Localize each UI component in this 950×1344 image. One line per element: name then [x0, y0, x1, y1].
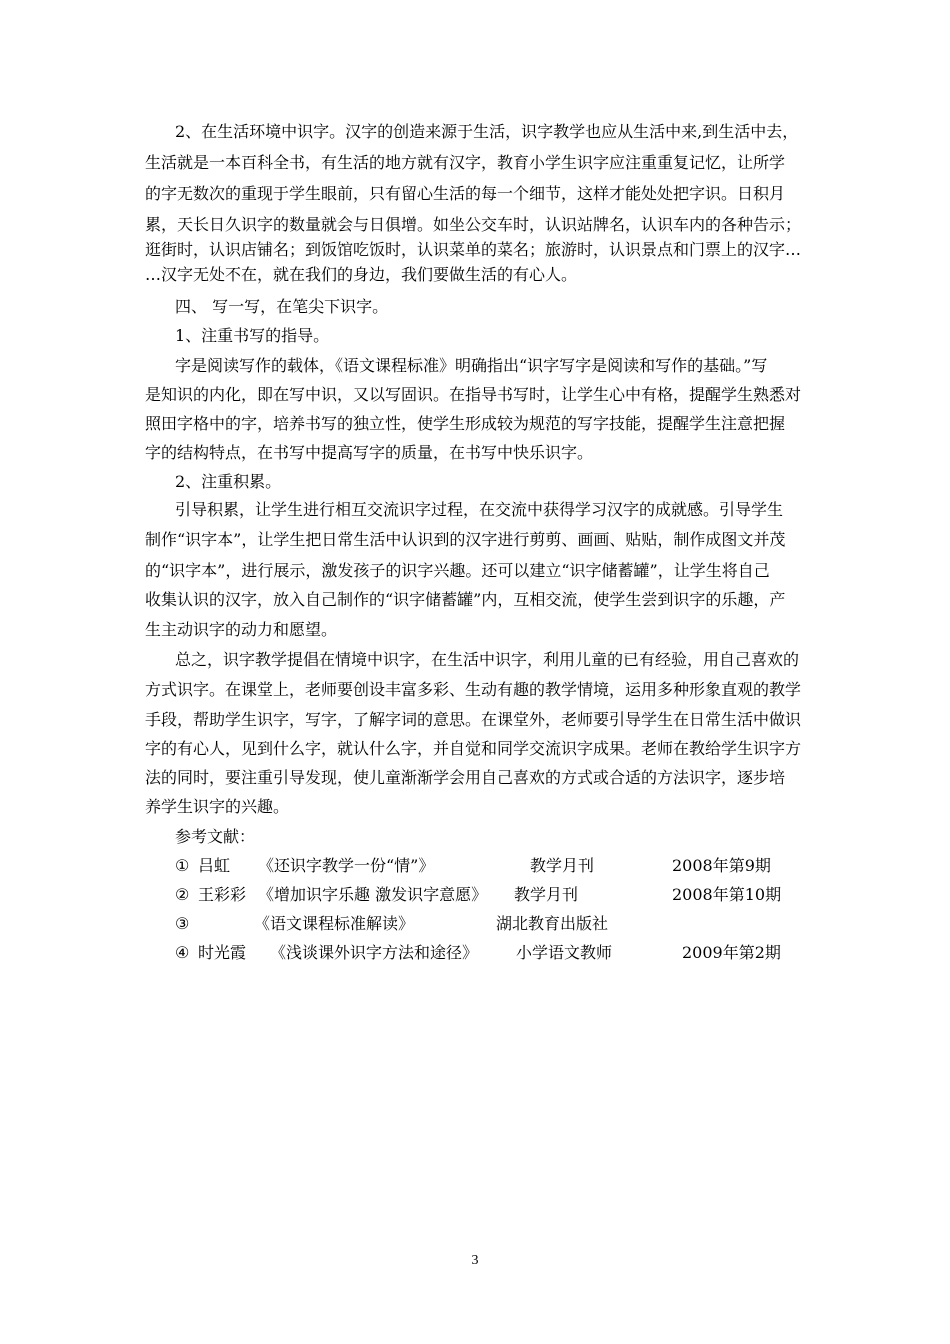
text-line: 是知识的内化，即在写中识，又以写固识。在指导书写时，让学生心中有格，提醒学生熟悉对 [145, 385, 802, 404]
text-line: 养学生识字的兴趣。 [145, 797, 290, 816]
reference-author: 时光霞 [198, 943, 247, 962]
reference-title: 《还识字教学一份“情”》 [258, 856, 435, 875]
reference-title: 《增加识字乐趣 激发识字意愿》 [258, 885, 488, 904]
reference-title: 《语文课程标准解读》 [254, 914, 415, 933]
text-line: 2、在生活环境中识字。汉字的创造来源于生活，识字教学也应从生活中来,到生活中去， [175, 122, 799, 141]
text-line: 的“识字本”，进行展示，激发孩子的识字兴趣。还可以建立“识字储蓄罐”，让学生将自己 [145, 561, 770, 580]
section-heading-4: 四、 写一写，在笔尖下识字。 [175, 297, 389, 316]
text-line: 照田字格中的字，培养书写的独立性，使学生形成较为规范的写字技能，提醒学生注意把握 [145, 414, 786, 433]
subheading-accumulation: 2、注重积累。 [175, 472, 282, 491]
text-line: 生活就是一本百科全书，有生活的地方就有汉字，教育小学生识字应注重重复记忆，让所学 [145, 153, 786, 172]
reference-source: 小学语文教师 [516, 943, 613, 962]
text-line: …汉字无处不在，就在我们的身边，我们要做生活的有心人。 [145, 265, 578, 284]
text-line: 方式识字。在课堂上，老师要创设丰富多彩、生动有趣的教学情境，运用多种形象直观的教学 [145, 680, 802, 699]
text-line: 总之，识字教学提倡在情境中识字，在生活中识字，利用儿童的已有经验，用自己喜欢的 [175, 650, 800, 669]
reference-source: 湖北教育出版社 [496, 914, 609, 933]
text-line: 引导积累，让学生进行相互交流识字过程，在交流中获得学习汉字的成就感。引导学生 [175, 500, 784, 519]
reference-number: ② [175, 885, 190, 904]
reference-date: 2008年第10期 [672, 885, 782, 904]
text-line: 的字无数次的重现于学生眼前，只有留心生活的每一个细节，这样才能处处把字识。日积月 [145, 184, 786, 203]
reference-number: ① [175, 856, 190, 875]
reference-source: 教学月刊 [514, 885, 579, 904]
reference-source: 教学月刊 [530, 856, 595, 875]
text-line: 字的结构特点，在书写中提高写字的质量，在书写中快乐识字。 [145, 443, 594, 462]
text-line: 生主动识字的动力和愿望。 [145, 620, 338, 639]
references-title: 参考文献： [175, 827, 256, 846]
reference-date: 2009年第2期 [682, 943, 781, 962]
text-line: 字的有心人，见到什么字，就认什么字，并自觉和同学交流识字成果。老师在教给学生识字方 [145, 739, 802, 758]
reference-number: ④ [175, 943, 190, 962]
text-line: 字是阅读写作的载体，《语文课程标准》明确指出“识字写字是阅读和写作的基础。”写 [175, 356, 768, 375]
page-number: 3 [471, 1253, 479, 1268]
text-line: 累，天长日久识字的数量就会与日俱增。如坐公交车时，认识站牌名，认识车内的各种告示； [145, 215, 802, 234]
reference-number: ③ [175, 914, 190, 933]
reference-date: 2008年第9期 [672, 856, 771, 875]
reference-author: 吕虹 [198, 856, 231, 875]
text-line: 制作“识字本”，让学生把日常生活中认识到的汉字进行剪剪、画画、贴贴，制作成图文并茂 [145, 530, 786, 549]
text-line: 收集认识的汉字，放入自己制作的“识字储蓄罐”内，互相交流，使学生尝到识字的乐趣，产 [145, 590, 786, 609]
text-line: 法的同时，要注重引导发现，使儿童渐渐学会用自己喜欢的方式或合适的方法识字，逐步培 [145, 768, 786, 787]
reference-author: 王彩彩 [198, 885, 247, 904]
text-line: 手段，帮助学生识字，写字，了解字词的意思。在课堂外，老师要引导学生在日常生活中做识 [145, 710, 802, 729]
text-line: 逛街时，认识店铺名；到饭馆吃饭时，认识菜单的菜名；旅游时，认识景点和门票上的汉字… [145, 240, 802, 259]
subheading-writing-guidance: 1、注重书写的指导。 [175, 326, 330, 345]
reference-title: 《浅谈课外识字方法和途径》 [270, 943, 479, 962]
